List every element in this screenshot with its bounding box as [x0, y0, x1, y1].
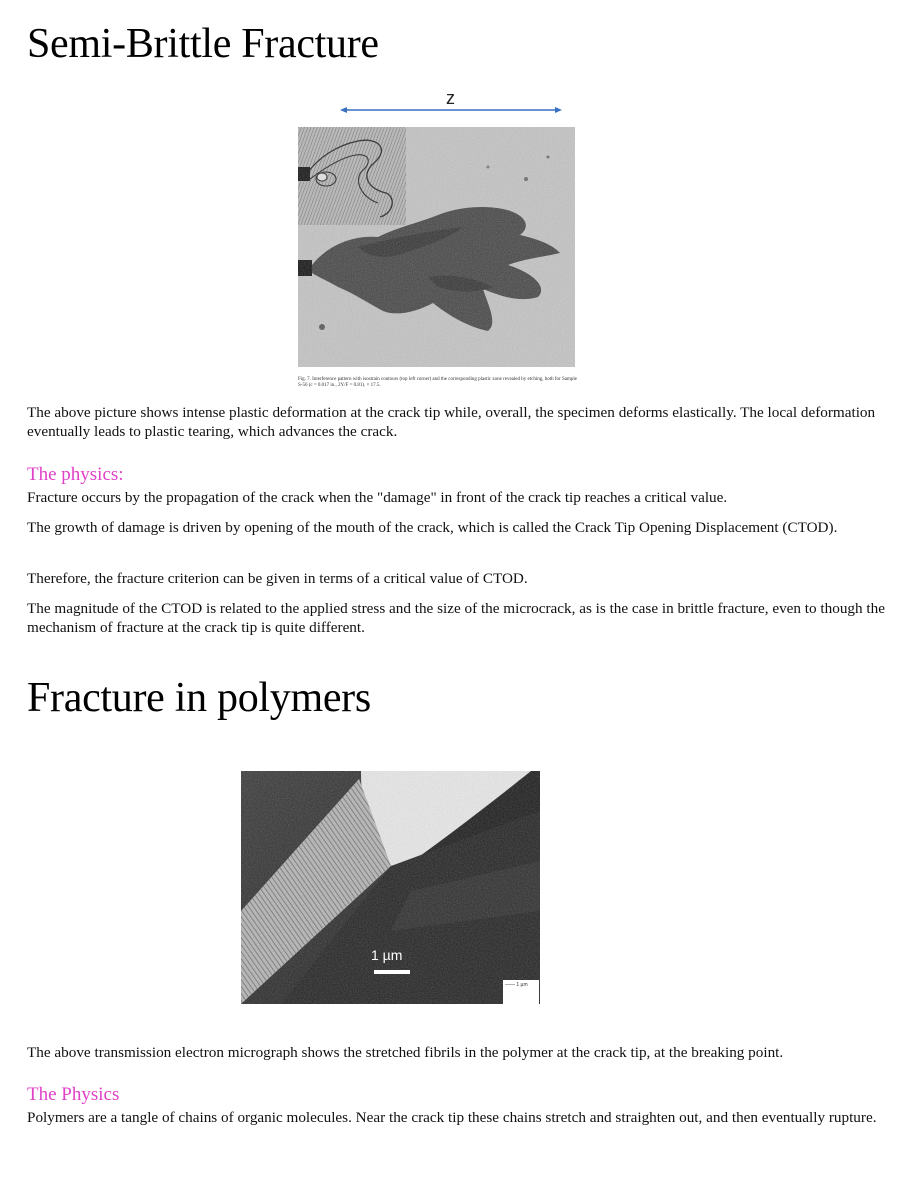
micrograph-corner-tag: —— 1 µm — [503, 980, 539, 1004]
physics-paragraph-1: Fracture occurs by the propagation of the crack when the "damage" in front of the crack tip reaches a critical value. — [27, 489, 728, 506]
scale-bar — [374, 970, 410, 974]
plastic-zone-photo — [298, 127, 575, 367]
polymer-physics-paragraph: Polymers are a tangle of chains of organic molecules. Near the crack tip these chains stretch and straighten out, and then eventually rupture. — [27, 1109, 877, 1126]
description-paragraph: The above picture shows intense plastic deformation at the crack tip while, overall, the specimen deforms elastically. The local deformation eventually leads to plastic tearing, which advances the crack. — [27, 404, 876, 440]
physics-paragraph-3: Therefore, the fracture criterion can be given in terms of a critical value of CTOD. — [27, 570, 528, 587]
physics-heading: The physics: — [27, 464, 124, 485]
polymer-physics-heading: The Physics — [27, 1084, 120, 1105]
scale-bar-label: 1 µm — [371, 947, 403, 963]
figure-caption: Fig. 7. Interference pattern with isostrain contours (top left corner) and the corresponding plastic zone revealed by etching, both for Sample S-56 (c = 0.017 in., 2Y/F = 0.81). × 17.5. — [298, 377, 577, 388]
z-axis-label: z — [446, 88, 455, 108]
physics-paragraph-2: The growth of damage is driven by opening of the mouth of the crack, which is called the Crack Tip Opening Displacement (CTOD). — [27, 519, 838, 536]
micrograph-description: The above transmission electron micrograph shows the stretched fibrils in the polymer at the crack tip, at the breaking point. — [27, 1044, 784, 1061]
physics-paragraph-4: The magnitude of the CTOD is related to the applied stress and the size of the microcrack, as is the case in brittle fracture, even to though the mechanism of fracture at the crack tip is quite different. — [27, 600, 885, 636]
page-title-semi-brittle: Semi-Brittle Fracture — [27, 21, 379, 67]
section-title-polymers: Fracture in polymers — [27, 675, 371, 721]
